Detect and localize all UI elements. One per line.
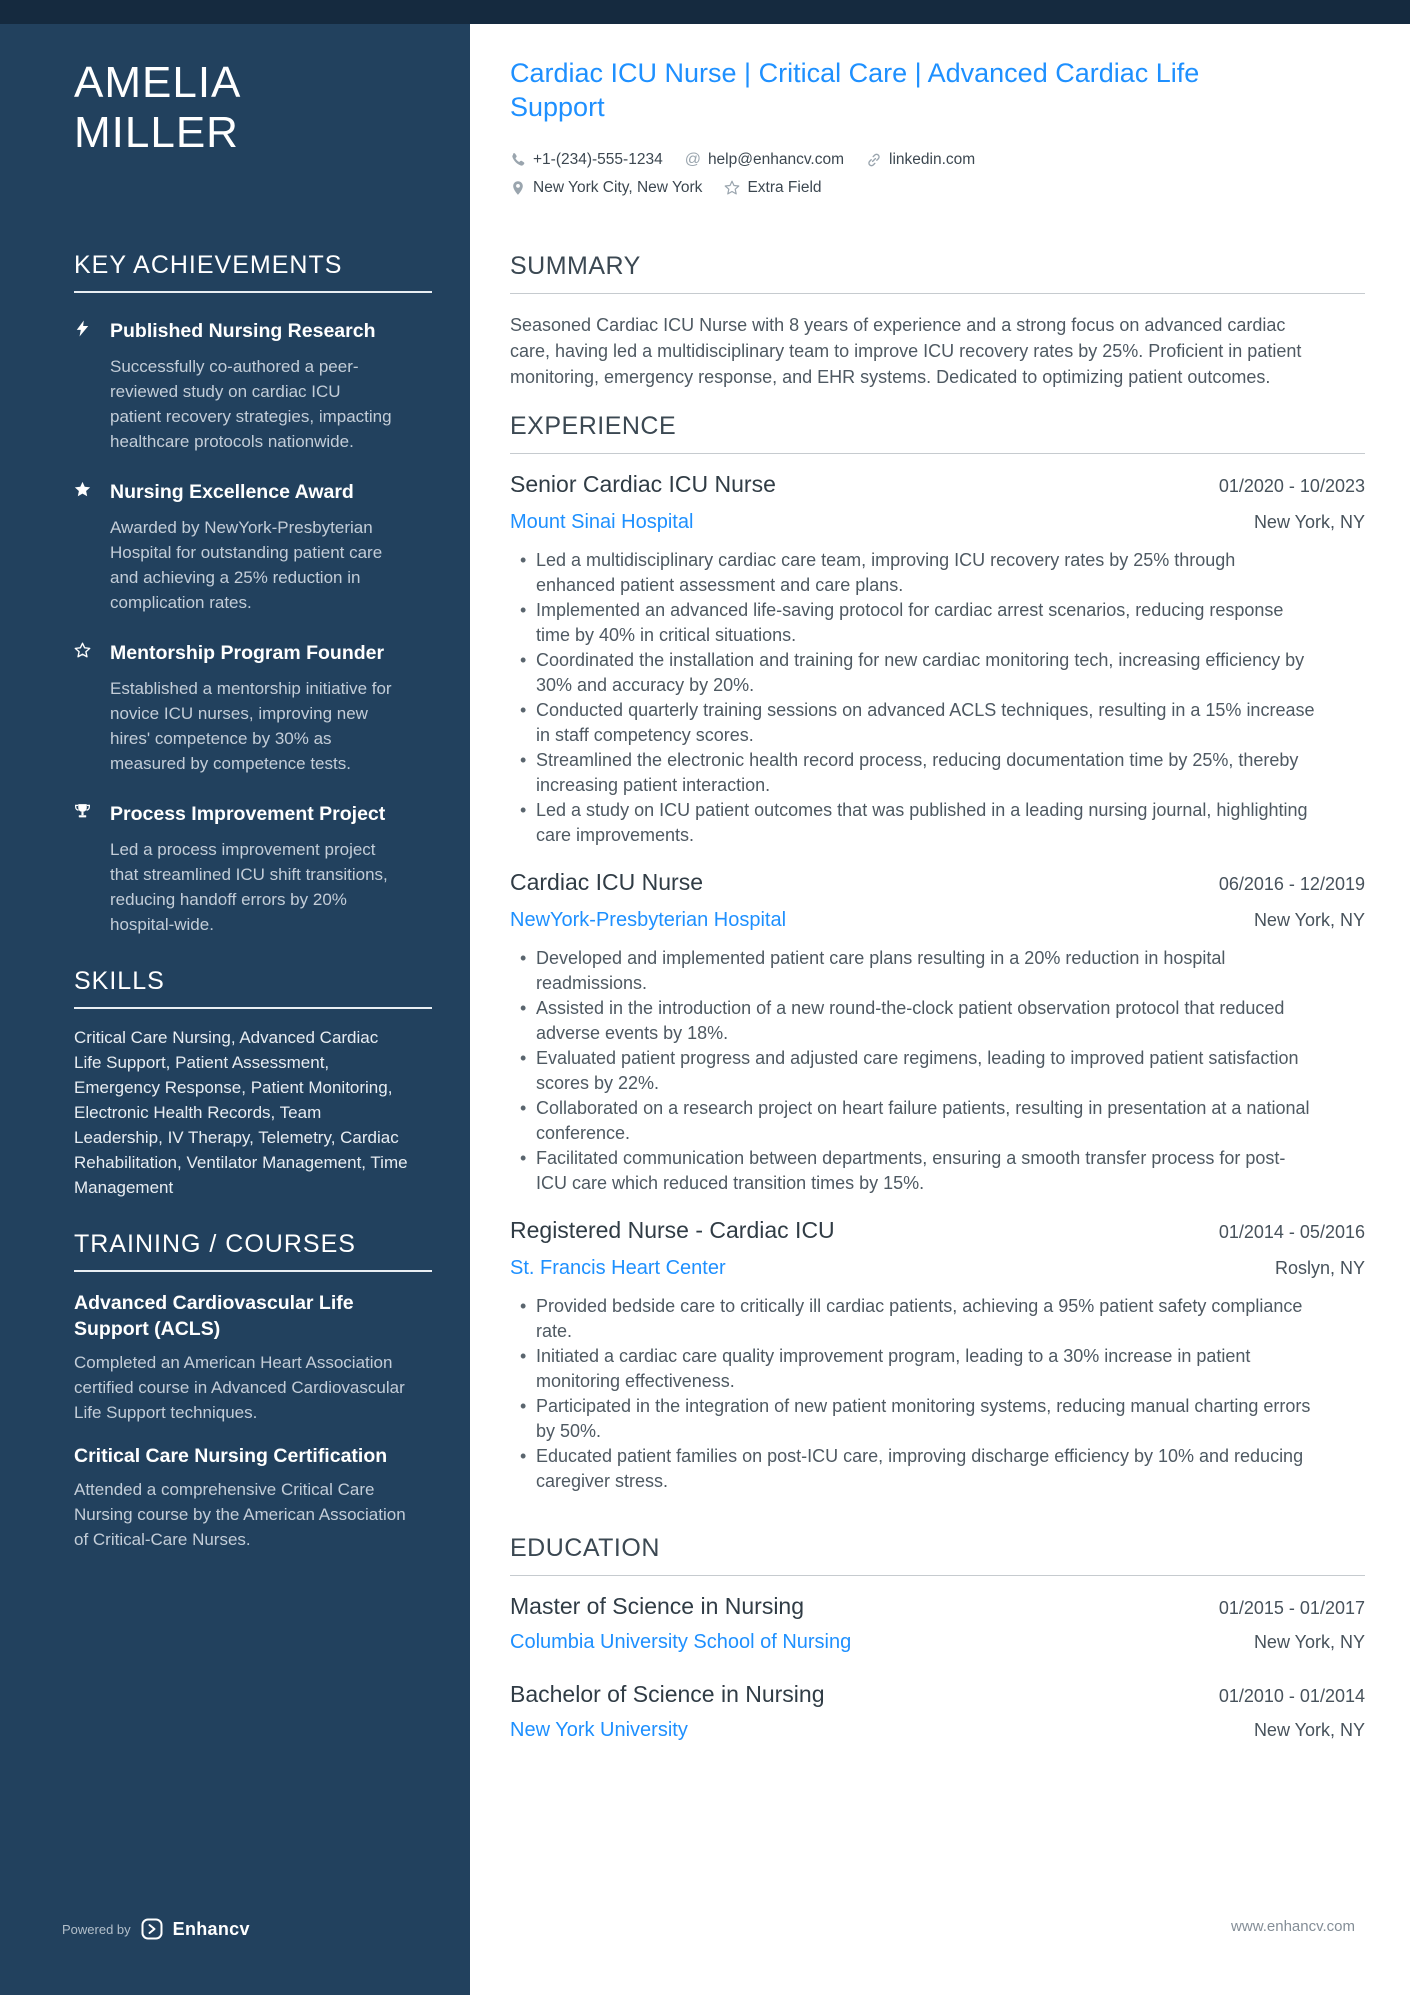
website-url[interactable]: www.enhancv.com — [1231, 1918, 1355, 1935]
training-item — [74, 1290, 432, 1425]
degree-title: Bachelor of Science in Nursing — [510, 1681, 825, 1707]
extra-field-value: Extra Field — [747, 179, 822, 196]
star-filled-icon — [74, 478, 96, 615]
achievement-description: Established a mentorship initiative for novice ICU nurses, improving new hires' competence by 30% as measured by competence tests. — [110, 679, 392, 773]
education-section — [510, 1534, 1365, 1742]
section-divider — [510, 1575, 1365, 1576]
bullet-item: • Developed and implemented patient care plans resulting in a 20% reduction in hospital readmissions. — [536, 946, 1316, 996]
contact-row — [510, 150, 1365, 170]
bullet-item: • Initiated a cardiac care quality improvement program, leading to a 30% increase in patient monitoring effectiveness. — [536, 1344, 1316, 1394]
section-divider — [74, 1270, 432, 1272]
contact-row — [510, 178, 1365, 198]
job-company: Mount Sinai Hospital — [510, 511, 694, 533]
achievement-description: Awarded by NewYork-Presbyterian Hospital for outstanding patient care and achieving a 25% reduction in complication rates. — [110, 518, 383, 612]
job-entry — [510, 868, 1365, 1196]
bullet-item: • Evaluated patient progress and adjusted care regimens, leading to improved patient satisfaction scores by 22%. — [536, 1046, 1316, 1096]
achievement-title: Published Nursing Research — [110, 320, 376, 342]
job-company: St. Francis Heart Center — [510, 1257, 726, 1279]
education-dates: 01/2015 - 01/2017 — [1218, 1598, 1365, 1618]
star-outline-icon — [74, 639, 96, 776]
training-title: Critical Care Nursing Certification — [74, 1445, 388, 1467]
job-bullet-list — [510, 1294, 1316, 1494]
bullet-item: • Streamlined the electronic health record process, reducing documentation time by 25%, thereby increasing patient interaction. — [536, 748, 1316, 798]
section-divider — [510, 293, 1365, 294]
key-achievements-section — [74, 251, 432, 937]
phone-field[interactable] — [510, 150, 663, 170]
skills-list: Critical Care Nursing, Advanced Cardiac Life Support, Patient Assessment, Emergency Response, Patient Monitoring, Electronic Health Records, Team Leadership, IV Therapy, Telemetry, Cardiac Rehabilitation, Ventilator Management, Time Management — [74, 1028, 408, 1197]
sidebar — [0, 0, 470, 1995]
bullet-item: • Conducted quarterly training sessions on advanced ACLS techniques, resulting in a 15% increase in staff competency scores. — [536, 698, 1316, 748]
location-pin-icon — [510, 180, 526, 196]
section-divider — [74, 291, 432, 293]
experience-section — [510, 412, 1365, 1494]
job-entry — [510, 1216, 1365, 1494]
job-location: New York, NY — [1253, 910, 1365, 930]
bullet-item: • Participated in the integration of new patient monitoring systems, reducing manual charting errors by 50%. — [536, 1394, 1316, 1444]
summary-heading: SUMMARY — [510, 252, 641, 280]
bullet-item: • Coordinated the installation and training for new cardiac monitoring tech, increasing efficiency by 30% and accuracy by 20%. — [536, 648, 1316, 698]
education-entry — [510, 1680, 1365, 1742]
job-dates: 01/2014 - 05/2016 — [1218, 1222, 1365, 1242]
job-title: Registered Nurse - Cardiac ICU — [510, 1217, 835, 1243]
at-sign-icon: @ — [684, 151, 701, 168]
location-value: New York City, New York — [533, 179, 703, 196]
summary-text: Seasoned Cardiac ICU Nurse with 8 years of experience and a strong focus on advanced cardiac care, having led a multidisciplinary team to improve ICU recovery rates by 25%. Proficient in patient monitoring, emergency response, and EHR systems. Dedicated to optimizing patient outcomes. — [510, 315, 1302, 387]
skills-heading: SKILLS — [74, 967, 165, 995]
training-section — [74, 1230, 432, 1552]
main-content — [470, 0, 1410, 1995]
section-divider — [74, 1007, 432, 1009]
powered-by-label: Powered by — [62, 1921, 131, 1937]
bullet-item: • Collaborated on a research project on heart failure patients, resulting in presentation at a national conference. — [536, 1096, 1316, 1146]
job-location: Roslyn, NY — [1274, 1258, 1365, 1278]
key-achievements-heading: KEY ACHIEVEMENTS — [74, 251, 343, 279]
bullet-item: • Led a study on ICU patient outcomes that was published in a leading nursing journal, highlighting care improvements. — [536, 798, 1316, 848]
achievement-item — [74, 317, 432, 454]
experience-heading: EXPERIENCE — [510, 412, 677, 440]
achievement-item — [74, 800, 432, 937]
job-entry — [510, 470, 1365, 848]
bullet-item: • Assisted in the introduction of a new round-the-clock patient observation protocol that reduced adverse events by 18%. — [536, 996, 1316, 1046]
job-title: Cardiac ICU Nurse — [510, 869, 703, 895]
bullet-item: • Led a multidisciplinary cardiac care team, improving ICU recovery rates by 25% through enhanced patient assessment and care plans. — [536, 548, 1316, 598]
trophy-icon — [74, 800, 96, 937]
bullet-item: • Facilitated communication between departments, ensuring a smooth transfer process for post-ICU care which reduced transition times by 15%. — [536, 1146, 1316, 1196]
job-title: Senior Cardiac ICU Nurse — [510, 471, 776, 497]
bullet-item: • Implemented an advanced life-saving protocol for cardiac arrest scenarios, reducing response time by 40% in critical situations. — [536, 598, 1316, 648]
education-heading: EDUCATION — [510, 1534, 660, 1562]
top-accent-bar — [0, 0, 1410, 24]
school-name: Columbia University School of Nursing — [510, 1631, 852, 1653]
job-dates: 06/2016 - 12/2019 — [1218, 874, 1365, 894]
achievement-title: Mentorship Program Founder — [110, 642, 385, 664]
school-name: New York University — [510, 1719, 688, 1741]
education-dates: 01/2010 - 01/2014 — [1218, 1686, 1365, 1706]
bullet-item: • Provided bedside care to critically ill cardiac patients, achieving a 95% patient safety compliance rate. — [536, 1294, 1316, 1344]
bullet-item: • Educated patient families on post-ICU care, improving discharge efficiency by 10% and reducing caregiver stress. — [536, 1444, 1316, 1494]
education-location: New York, NY — [1253, 1720, 1365, 1740]
skills-section — [74, 967, 432, 1200]
summary-section — [510, 252, 1365, 390]
achievement-item — [74, 639, 432, 776]
lightning-bolt-icon — [74, 317, 96, 454]
achievement-title: Nursing Excellence Award — [110, 481, 354, 503]
job-location: New York, NY — [1253, 512, 1365, 532]
resume-headline: Cardiac ICU Nurse | Critical Care | Advanced Cardiac Life Support — [510, 58, 1200, 122]
contact-block — [510, 150, 1365, 198]
email-field[interactable] — [685, 150, 844, 170]
extra-field[interactable] — [724, 178, 821, 198]
job-bullet-list — [510, 946, 1316, 1196]
phone-icon — [510, 152, 526, 168]
brand-wordmark: Enhancv — [172, 1918, 250, 1939]
job-bullet-list — [510, 548, 1316, 848]
achievement-item — [74, 478, 432, 615]
achievement-title: Process Improvement Project — [110, 803, 386, 825]
candidate-name — [74, 58, 432, 158]
achievement-description: Led a process improvement project that streamlined ICU shift transitions, reducing handoff errors by 20% hospital-wide. — [110, 840, 388, 934]
link-field[interactable] — [866, 150, 975, 170]
training-item — [74, 1443, 432, 1552]
training-heading: TRAINING / COURSES — [74, 1230, 356, 1258]
email-value: help@enhancv.com — [707, 151, 845, 168]
name-line1: AMELIA — [74, 58, 242, 107]
link-value: linkedin.com — [889, 151, 976, 168]
enhancv-logo-icon — [141, 1918, 163, 1940]
education-entry — [510, 1592, 1365, 1654]
job-dates: 01/2020 - 10/2023 — [1218, 476, 1365, 496]
training-title: Advanced Cardiovascular Life Support (ACLS) — [74, 1292, 354, 1340]
degree-title: Master of Science in Nursing — [510, 1593, 805, 1619]
education-location: New York, NY — [1253, 1632, 1365, 1652]
name-line2: MILLER — [74, 108, 239, 157]
training-description: Attended a comprehensive Critical Care Nursing course by the American Association of Critical-Care Nurses. — [74, 1480, 406, 1549]
location-field[interactable] — [510, 178, 702, 198]
link-icon — [866, 152, 882, 168]
job-company: NewYork-Presbyterian Hospital — [510, 909, 787, 931]
achievement-description: Successfully co-authored a peer-reviewed study on cardiac ICU patient recovery strategies, impacting healthcare protocols nationwide. — [110, 357, 392, 451]
phone-value: +1-(234)-555-1234 — [533, 151, 663, 168]
training-description: Completed an American Heart Association certified course in Advanced Cardiovascular Life Support techniques. — [74, 1353, 405, 1422]
powered-by-footer — [62, 1918, 250, 1940]
section-divider — [510, 453, 1365, 454]
star-outline-icon — [724, 180, 740, 196]
